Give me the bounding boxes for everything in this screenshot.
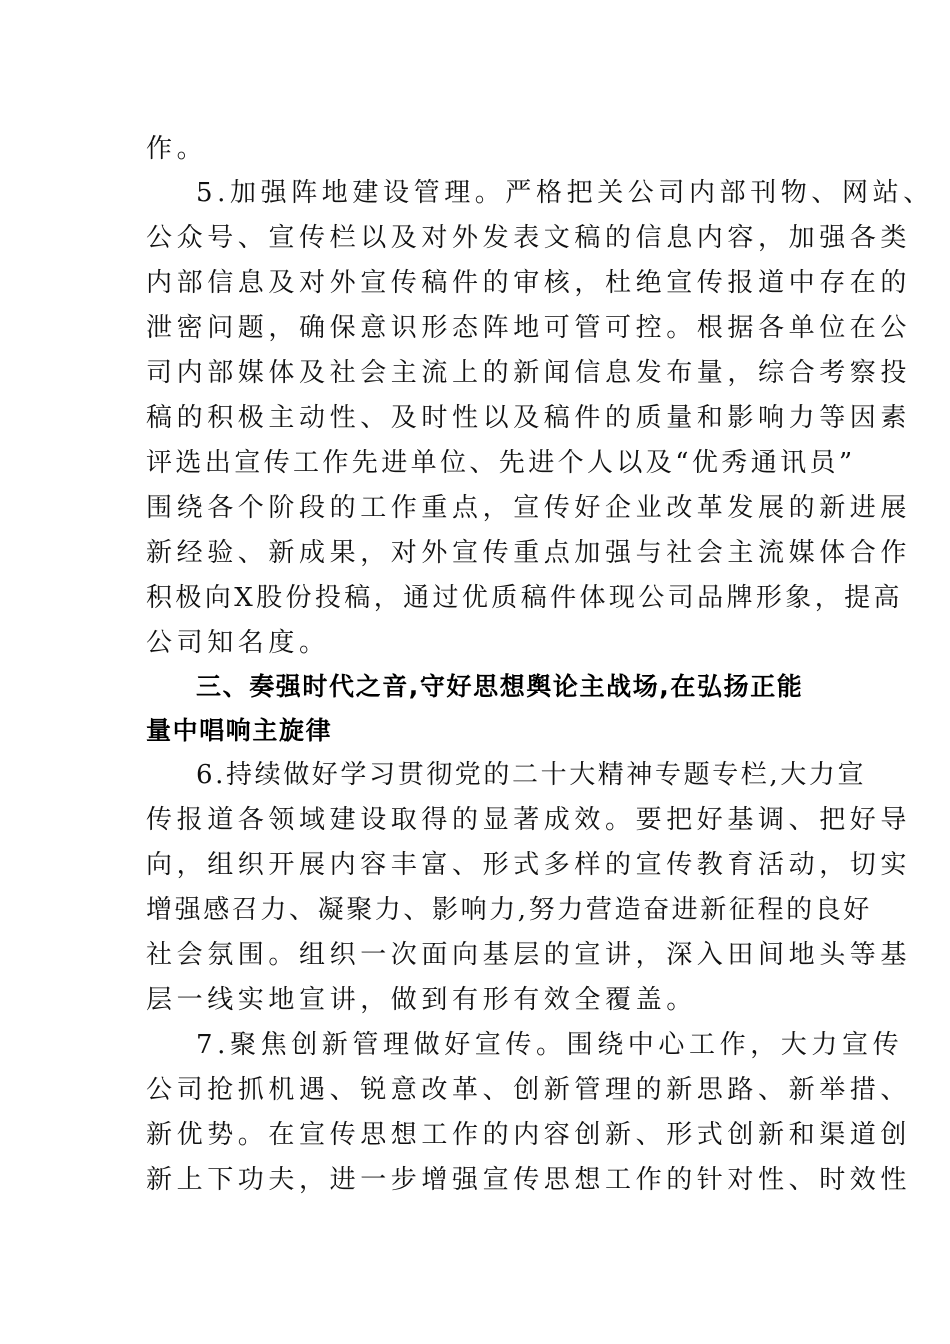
body-text-line: 稿的积极主动性、及时性以及稿件的质量和影响力等因素	[146, 403, 912, 433]
body-text-line: 作。	[146, 134, 208, 164]
paragraph-7-start: 7.聚焦创新管理做好宣传。围绕中心工作，大力宣传	[196, 1030, 904, 1060]
body-text-line: 围绕各个阶段的工作重点，宣传好企业改革发展的新进展	[146, 493, 912, 523]
body-text-line: 泄密问题，确保意识形态阵地可管可控。根据各单位在公	[146, 313, 912, 343]
body-text-line: 社会氛围。组织一次面向基层的宣讲，深入田间地头等基	[146, 940, 912, 970]
paragraph-6-start: 6.持续做好学习贯彻党的二十大精神专题专栏,大力宣	[196, 760, 867, 790]
body-text-line: 向，组织开展内容丰富、形式多样的宣传教育活动，切实	[146, 850, 912, 880]
body-text-line: 传报道各领域建设取得的显著成效。要把好基调、把好导	[146, 805, 912, 835]
body-text-line: 新上下功夫，进一步增强宣传思想工作的针对性、时效性	[146, 1165, 912, 1195]
section-heading: 三、奏强时代之音,守好思想舆论主战场,在弘扬正能	[196, 672, 804, 701]
body-text-line: 新优势。在宣传思想工作的内容创新、形式创新和渠道创	[146, 1120, 912, 1150]
body-text-line: 公众号、宣传栏以及对外发表文稿的信息内容，加强各类	[146, 223, 912, 253]
body-text-line: 内部信息及对外宣传稿件的审核，杜绝宣传报道中存在的	[146, 268, 912, 298]
paragraph-5-start: 5.加强阵地建设管理。严格把关公司内部刊物、网站、	[196, 178, 934, 208]
body-text-line: 积极向X股份投稿，通过优质稿件体现公司品牌形象，提高	[146, 583, 903, 613]
body-text-line: 层一线实地宣讲，做到有形有效全覆盖。	[146, 985, 697, 1015]
body-text-line: 公司知名度。	[146, 628, 330, 658]
body-text-line: 增强感召力、凝聚力、影响力,努力营造奋进新征程的良好	[146, 895, 872, 925]
section-heading-continued: 量中唱响主旋律	[146, 716, 333, 745]
body-text-line: 公司抢抓机遇、锐意改革、创新管理的新思路、新举措、	[146, 1075, 912, 1105]
body-text-line: 司内部媒体及社会主流上的新闻信息发布量，综合考察投	[146, 358, 912, 388]
body-text-line: 新经验、新成果，对外宣传重点加强与社会主流媒体合作	[146, 538, 912, 568]
body-text-line: 评选出宣传工作先进单位、先进个人以及“优秀通讯员”	[146, 448, 856, 478]
